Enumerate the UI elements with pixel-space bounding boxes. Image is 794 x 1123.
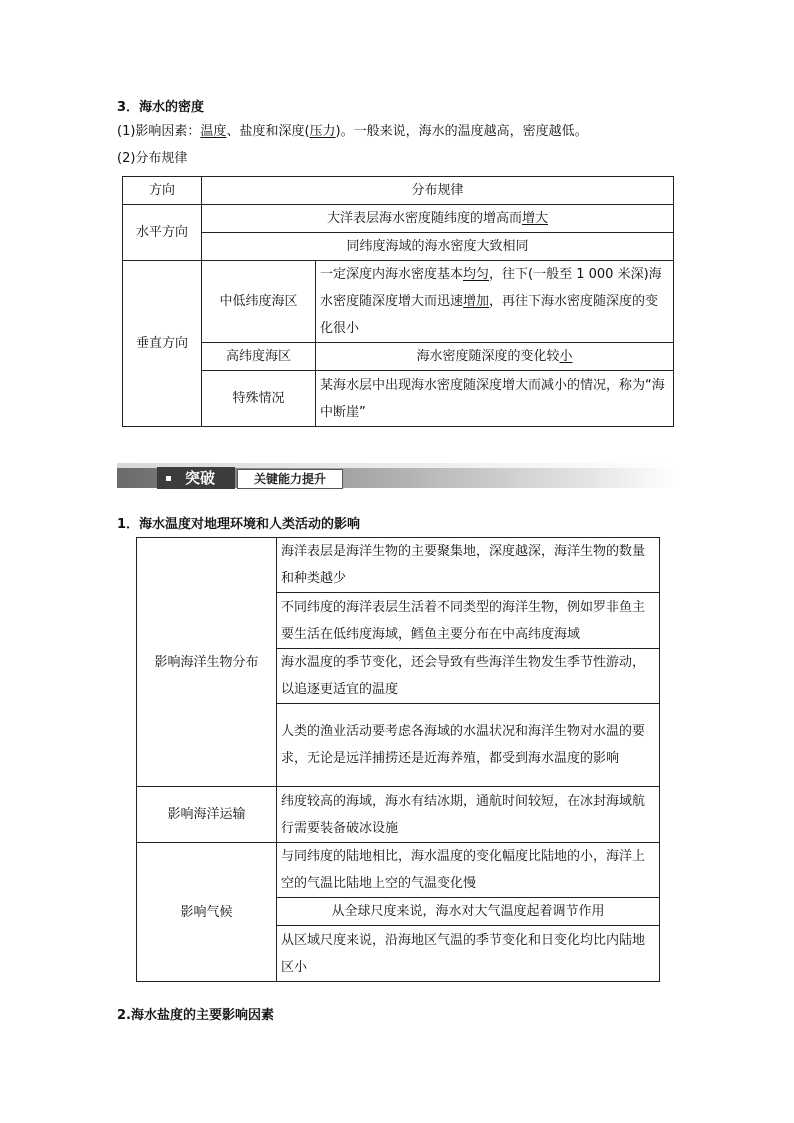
factor-pressure: 压力 bbox=[309, 124, 336, 139]
factors-suffix: )。一般来说，海水的温度越高，密度越低。 bbox=[335, 124, 588, 139]
horizontal-direction: 水平方向 bbox=[123, 205, 202, 261]
climate-1: 与同纬度的陆地相比，海水温度的变化幅度比陆地的小，海洋上空的气温比陆地上空的气温变化慢 bbox=[277, 843, 660, 898]
density-table bbox=[122, 176, 674, 427]
factors-sep: 、盐度和深度( bbox=[226, 124, 310, 139]
bullet-square-icon bbox=[166, 476, 171, 481]
hr-a: 海水密度随深度的变化较 bbox=[416, 349, 560, 364]
factor-temperature: 温度 bbox=[200, 124, 227, 139]
special-rule: 某海水层中出现海水密度随深度增大而减小的情况，称为“海中断崖” bbox=[316, 371, 674, 427]
ml-b: 均匀 bbox=[463, 267, 490, 282]
marine-life-2: 不同纬度的海洋表层生活着不同类型的海洋生物，例如罗非鱼主要生活在低纬度海域，鳕鱼主要分布在中高纬度海域 bbox=[277, 593, 660, 649]
ml-d: 增加 bbox=[463, 294, 490, 309]
h-rule1-text: 大洋表层海水密度随纬度的增高而 bbox=[326, 211, 522, 226]
shipping-impact: 影响海洋运输 bbox=[137, 787, 277, 843]
ml-c: ，往下(一般至 1 000 米深)海水密度随深度增大而迅速 bbox=[320, 267, 662, 309]
mid-low-latitude: 中低纬度海区 bbox=[202, 261, 316, 343]
high-rule bbox=[316, 343, 674, 371]
density-factors bbox=[117, 122, 717, 142]
h-rule1-underline: 增大 bbox=[522, 211, 549, 226]
hr-b: 小 bbox=[559, 349, 573, 364]
header-direction: 方向 bbox=[123, 177, 202, 205]
mid-low-rule bbox=[316, 261, 674, 343]
breakthrough-banner bbox=[117, 463, 677, 493]
factors-prefix: (1)影响因素： bbox=[117, 124, 201, 139]
marine-life-4: 人类的渔业活动要考虑各海域的水温状况和海洋生物对水温的要求，无论是远洋捕捞还是近海养殖，都受到海水温度的影响 bbox=[277, 704, 660, 787]
marine-life-3: 海水温度的季节变化，还会导致有些海洋生物发生季节性游动，以追逐更适宜的温度 bbox=[277, 649, 660, 704]
horizontal-rule-1 bbox=[202, 205, 674, 233]
marine-life-impact: 影响海洋生物分布 bbox=[137, 538, 277, 787]
marine-life-1: 海洋表层是海洋生物的主要聚集地，深度越深，海洋生物的数量和种类越少 bbox=[277, 538, 660, 593]
section-2-title: 2.海水盐度的主要影响因素 bbox=[117, 1008, 274, 1023]
section-1-title: 1．海水温度对地理环境和人类活动的影响 bbox=[117, 517, 361, 532]
shipping-1: 纬度较高的海域，海水有结冰期，通航时间较短，在冰封海域航行需要装备破冰设施 bbox=[277, 787, 660, 843]
distribution-title: (2)分布规律 bbox=[117, 151, 188, 166]
climate-impact: 影响气候 bbox=[137, 843, 277, 982]
horizontal-rule-2: 同纬度海域的海水密度大致相同 bbox=[202, 233, 674, 261]
banner-sub-label: 关键能力提升 bbox=[237, 469, 343, 489]
header-rule: 分布规律 bbox=[202, 177, 674, 205]
vertical-direction: 垂直方向 bbox=[123, 261, 202, 427]
ml-e: ，再往下海水密度随深度的变化很小 bbox=[320, 294, 659, 336]
high-latitude: 高纬度海区 bbox=[202, 343, 316, 371]
climate-3: 从区域尺度来说，沿海地区气温的季节变化和日变化均比内陆地区小 bbox=[277, 926, 660, 982]
temperature-impact-table bbox=[136, 537, 660, 982]
ml-a: 一定深度内海水密度基本 bbox=[320, 267, 464, 282]
special-case: 特殊情况 bbox=[202, 371, 316, 427]
banner-main-label bbox=[157, 467, 235, 489]
section-3-title: 3．海水的密度 bbox=[117, 100, 205, 115]
climate-2: 从全球尺度来说，海水对大气温度起着调节作用 bbox=[277, 898, 660, 926]
banner-main-text: 突破 bbox=[185, 469, 216, 487]
